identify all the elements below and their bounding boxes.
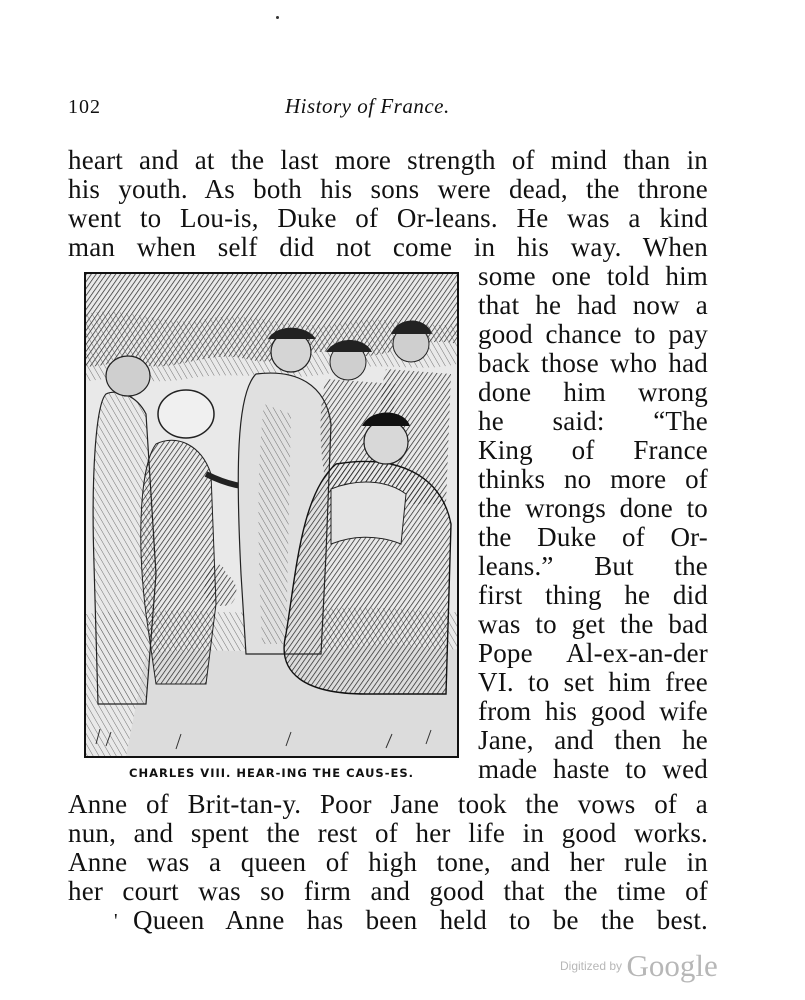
column-line: back those who had (478, 348, 708, 378)
column-line: leans.” But the (478, 551, 708, 581)
body-line: her court was so firm and good that the time of (68, 876, 708, 906)
column-line: done him wrong (478, 377, 708, 407)
body-line: Anne of Brit-tan-y. Poor Jane took the vows of a (68, 789, 708, 819)
body-line: man when self did not come in his way. When (68, 232, 708, 262)
column-line: from his good wife (478, 696, 708, 726)
column-line: good chance to pay (478, 319, 708, 349)
body-line: heart and at the last more strength of mind than in (68, 145, 708, 175)
digitized-label: Digitized by (560, 959, 623, 973)
column-line: was to get the bad (478, 609, 708, 639)
column-line: King of France (478, 435, 708, 465)
column-line: Pope Al-ex-an-der (478, 638, 708, 668)
body-line: his youth. As both his sons were dead, the throne (68, 174, 708, 204)
body-line: Anne was a queen of high tone, and her rule in (68, 847, 708, 877)
column-line: Jane, and then he (478, 725, 708, 755)
column-line: first thing he did (478, 580, 708, 610)
column-line: the Duke of Or- (478, 522, 708, 552)
illustration-caption: CHARLES VIII. HEAR-ING THE CAUS-ES. (129, 766, 414, 780)
column-line: made haste to wed (478, 754, 708, 784)
digitized-watermark (560, 948, 718, 984)
footnote-mark: ' (114, 910, 118, 932)
page-number: 102 (68, 96, 101, 118)
column-line: VI. to set him free (478, 667, 708, 697)
body-line: Queen Anne has been held to be the best. (133, 905, 708, 935)
column-line: thinks no more of (478, 464, 708, 494)
illustration (84, 272, 459, 758)
speck-mark (276, 16, 279, 19)
body-line: nun, and spent the rest of her life in good works. (68, 818, 708, 848)
running-title: History of France. (285, 94, 450, 118)
column-line: some one told him (478, 261, 708, 291)
google-logo: Google (626, 948, 718, 983)
body-line: went to Lou-is, Duke of Or-leans. He was a kind (68, 203, 708, 233)
column-line: he said: “The (478, 406, 708, 436)
column-line: the wrongs done to (478, 493, 708, 523)
column-line: that he had now a (478, 290, 708, 320)
